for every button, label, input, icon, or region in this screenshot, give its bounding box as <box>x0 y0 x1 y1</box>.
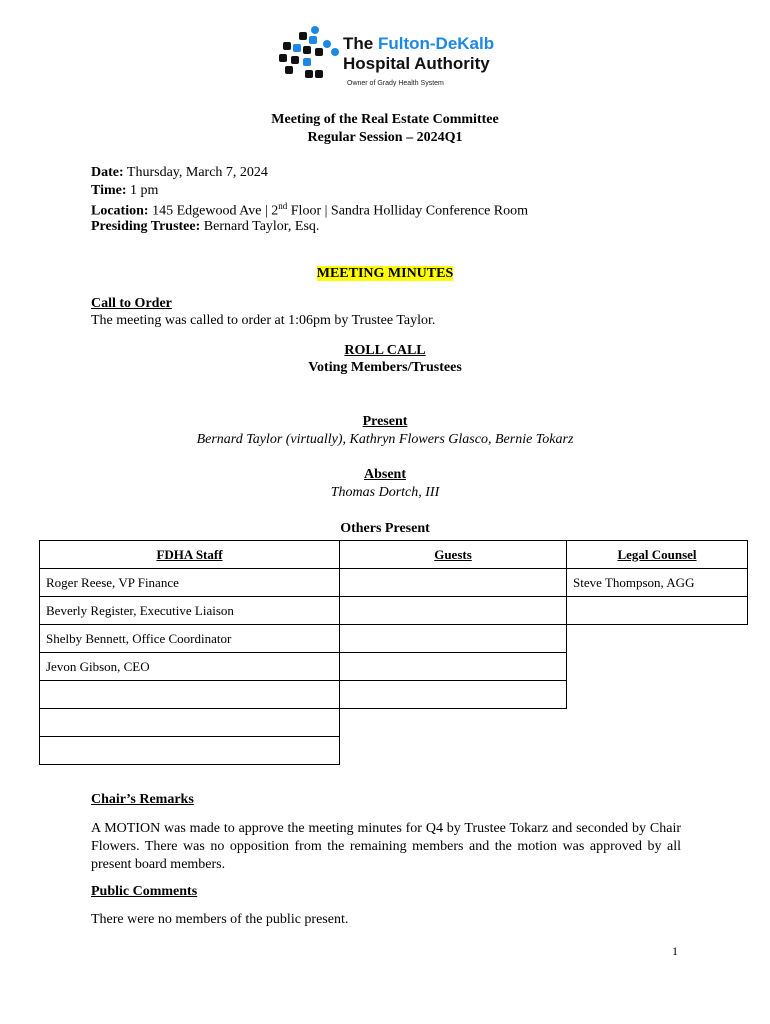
column-header-legal: Legal Counsel <box>567 541 748 569</box>
public-comments-text: There were no members of the public present. <box>91 912 349 927</box>
absent-heading: Absent <box>363 467 406 482</box>
location-value-post: Floor | Sandra Holliday Conference Room <box>287 203 529 219</box>
table-row <box>40 625 748 653</box>
logo-brand: Fulton-DeKalb <box>377 34 495 53</box>
minutes-heading: MEETING MINUTES <box>316 266 454 281</box>
staff-cell <box>40 737 340 765</box>
page-number: 1 <box>672 944 678 958</box>
call-to-order-text: The meeting was called to order at 1:06pm by Trustee Taylor. <box>91 313 436 328</box>
trustee-label: Presiding Trustee: <box>91 219 201 234</box>
time-label: Time: <box>91 183 127 198</box>
guest-cell <box>340 625 567 653</box>
table-row <box>40 653 748 681</box>
table-row <box>40 597 748 625</box>
date-value: Thursday, March 7, 2024 <box>126 165 268 180</box>
guest-cell <box>340 653 567 681</box>
location-value-sup: nd <box>278 201 288 211</box>
date-label: Date: <box>91 165 124 180</box>
column-header-guests: Guests <box>340 541 567 569</box>
guest-cell <box>340 597 567 625</box>
time-value: 1 pm <box>130 183 159 198</box>
chairs-remarks-heading: Chair’s Remarks <box>91 792 194 807</box>
roll-call-heading: ROLL CALL <box>344 343 426 358</box>
guest-cell <box>340 569 567 597</box>
location-value-pre: 145 Edgewood Ave | 2 <box>152 203 279 219</box>
staff-cell: Shelby Bennett, Office Coordinator <box>40 625 340 653</box>
meeting-title: Meeting of the Real Estate Committee <box>271 112 499 127</box>
logo-wordmark <box>343 34 494 74</box>
present-heading: Present <box>362 414 408 429</box>
absent-names: Thomas Dortch, III <box>330 485 440 500</box>
guest-cell <box>340 681 567 709</box>
table-row <box>40 737 748 765</box>
others-present-heading: Others Present <box>340 521 430 536</box>
minutes-heading-wrap <box>0 266 770 282</box>
organization-logo <box>279 22 499 92</box>
table-header-row <box>40 541 748 569</box>
public-comments-heading: Public Comments <box>91 884 198 899</box>
present-names: Bernard Taylor (virtually), Kathryn Flowers Glasco, Bernie Tokarz <box>196 432 574 447</box>
staff-cell <box>40 681 340 709</box>
chairs-remarks-text: A MOTION was made to approve the meeting minutes for Q4 by Trustee Tokarz and seconded by Chair Flowers. There was no opposition from the remaining members and the motion was approved by all present board members. <box>91 821 681 872</box>
staff-cell <box>40 709 340 737</box>
logo-line2: Hospital Authority <box>343 54 490 73</box>
location-line <box>91 201 528 220</box>
table-row <box>40 569 748 597</box>
logo-tagline: Owner of Grady Health System <box>347 80 444 87</box>
trustee-value: Bernard Taylor, Esq. <box>203 219 320 234</box>
call-to-order-heading: Call to Order <box>91 296 172 311</box>
session-title: Regular Session – 2024Q1 <box>307 130 463 145</box>
time-line <box>91 183 158 199</box>
logo-mark-icon <box>279 22 341 82</box>
roll-call-subheading: Voting Members/Trustees <box>308 360 462 375</box>
date-line <box>91 165 268 181</box>
staff-cell: Beverly Register, Executive Liaison <box>40 597 340 625</box>
location-label: Location: <box>91 203 149 219</box>
column-header-staff: FDHA Staff <box>40 541 340 569</box>
staff-cell: Roger Reese, VP Finance <box>40 569 340 597</box>
others-present-table <box>39 540 748 765</box>
staff-cell: Jevon Gibson, CEO <box>40 653 340 681</box>
presiding-trustee-line <box>91 219 319 235</box>
table-row <box>40 709 748 737</box>
table-row <box>40 681 748 709</box>
legal-cell: Steve Thompson, AGG <box>567 569 748 597</box>
legal-cell <box>567 597 748 625</box>
logo-line1-prefix: The <box>343 34 378 53</box>
